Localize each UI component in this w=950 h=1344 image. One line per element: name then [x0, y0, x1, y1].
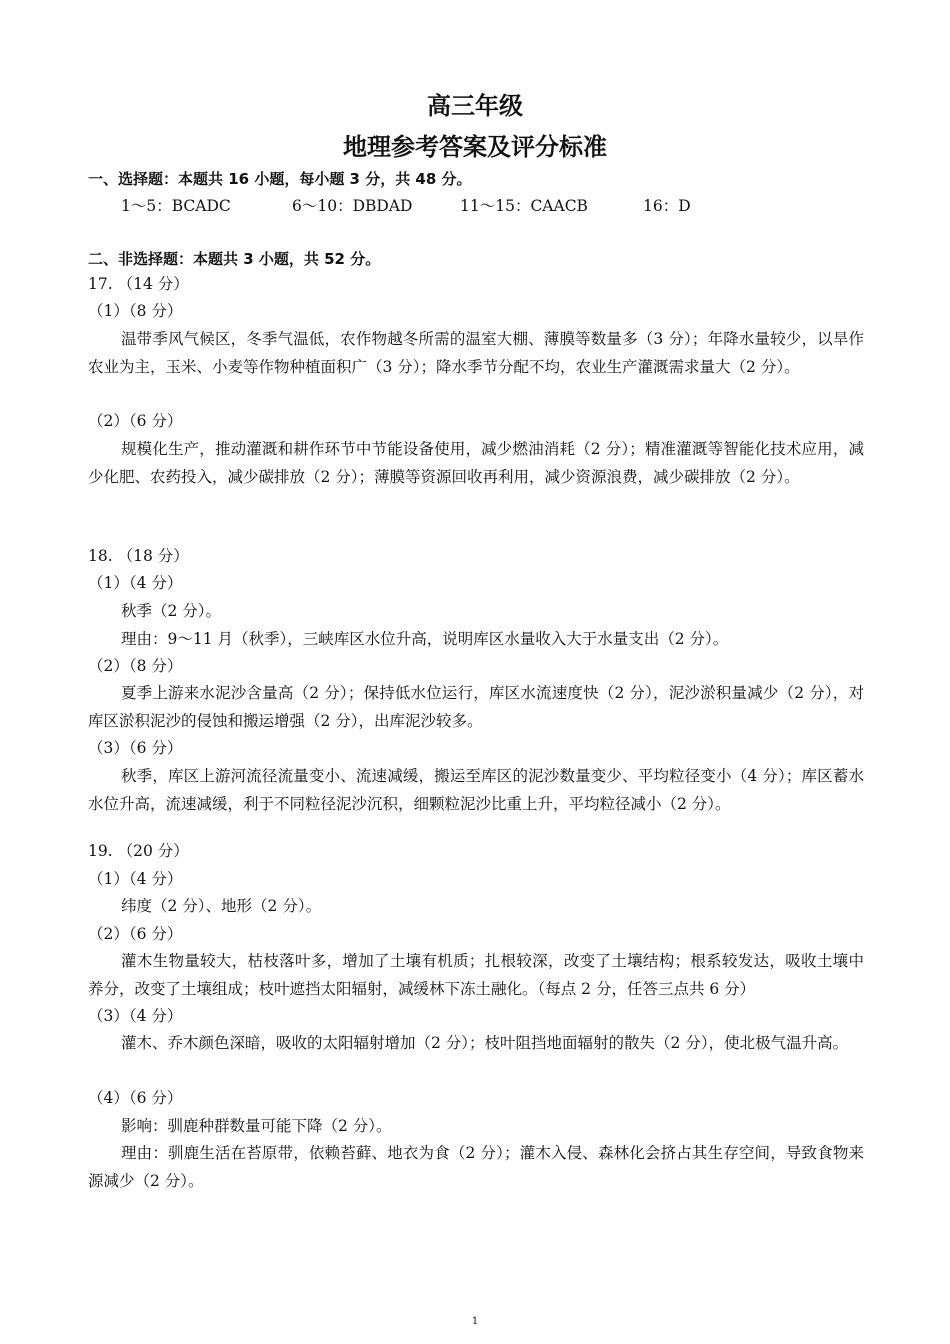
q18-part-1-label: （1）（4 分） — [88, 574, 183, 592]
q18-part-2-answer: 夏季上游来水泥沙含量高（2 分）；保持低水位运行，库区水流速度快（2 分），泥沙淤积量减少（2 分），对库区淤积泥沙的侵蚀和搬运增强（2 分），出库泥沙较多。 — [88, 684, 864, 730]
q19-part-4-impact: 影响：驯鹿种群数量可能下降（2 分）。 — [121, 1117, 392, 1135]
q19-part-1-answer: 纬度（2 分）、地形（2 分）。 — [121, 897, 322, 915]
q18-part-1-answer: 秋季（2 分）。 — [121, 602, 222, 620]
q17-heading: 17. （14 分） — [88, 275, 189, 293]
section-2-heading: 二、非选择题：本题共 3 小题，共 52 分。 — [88, 250, 381, 268]
q18-part-3-answer: 秋季，库区上游河流径流量变小、流速减缓，搬运至库区的泥沙数量变少、平均粒径变小（4 分）；库区蓄水水位升高，流速减缓，利于不同粒径泥沙沉积，细颗粒泥沙比重上升，平均粒径减小（2 分）。 — [88, 767, 864, 813]
q18-part-2-label: （2）（8 分） — [88, 657, 183, 675]
q19-part-2-answer: 灌木生物量较大，枯枝落叶多，增加了土壤有机质；扎根较深，改变了土壤结构；根系较发达，吸收土壤中养分，改变了土壤组成；枝叶遮挡太阳辐射，减缓林下冻土融化。（每点 2 分，任答三点共 6 分） — [88, 952, 864, 998]
mcq-answer-11-15: 11～15：CAACB — [460, 197, 588, 215]
q18-part-3-label: （3）（6 分） — [88, 739, 183, 757]
mcq-answer-16: 16：D — [643, 197, 691, 215]
q17-part-2-answer: 规模化生产，推动灌溉和耕作环节中节能设备使用，减少燃油消耗（2 分）；精准灌溉等智能化技术应用，减少化肥、农药投入，减少碳排放（2 分）；薄膜等资源回收再利用，减少资源浪费，减少碳排放（2 分）。 — [88, 440, 864, 486]
q17-part-2-label: （2）（6 分） — [88, 412, 183, 430]
q19-part-3-label: （3）（4 分） — [88, 1007, 183, 1025]
mcq-answer-6-10: 6～10：DBDAD — [292, 197, 413, 215]
page-number: 1 — [471, 1316, 479, 1327]
q19-part-3-answer: 灌木、乔木颜色深暗，吸收的太阳辐射增加（2 分）；枝叶阻挡地面辐射的散失（2 分），使北极气温升高。 — [121, 1034, 849, 1052]
q19-part-4-reason: 理由：驯鹿生活在苔原带，依赖苔藓、地衣为食（2 分）；灌木入侵、森林化会挤占其生存空间，导致食物来源减少（2 分）。 — [88, 1144, 864, 1190]
q17-part-1-label: （1）（8 分） — [88, 302, 183, 320]
section-1-heading: 一、选择题：本题共 16 小题，每小题 3 分，共 48 分。 — [88, 170, 472, 188]
q18-heading: 18. （18 分） — [88, 547, 189, 565]
mcq-answers — [121, 193, 691, 220]
q19-part-4-label: （4）（6 分） — [88, 1089, 183, 1107]
q17-part-1-answer: 温带季风气候区，冬季气温低，农作物越冬所需的温室大棚、薄膜等数量多（3 分）；年降水量较少，以旱作农业为主，玉米、小麦等作物种植面积广（3 分）；降水季节分配不均，农业生产灌溉需求量大（2 分）。 — [88, 330, 864, 376]
mcq-answer-1-5: 1～5：BCADC — [121, 197, 231, 215]
q19-part-1-label: （1）（4 分） — [88, 870, 183, 888]
grade-title: 高三年级 — [427, 92, 523, 120]
q18-part-1-reason: 理由：9～11 月（秋季），三峡库区水位升高，说明库区水量收入大于水量支出（2 分）。 — [121, 630, 729, 648]
q19-heading: 19. （20 分） — [88, 842, 189, 860]
q19-part-2-label: （2）（6 分） — [88, 925, 183, 943]
document-title: 地理参考答案及评分标准 — [343, 133, 607, 161]
